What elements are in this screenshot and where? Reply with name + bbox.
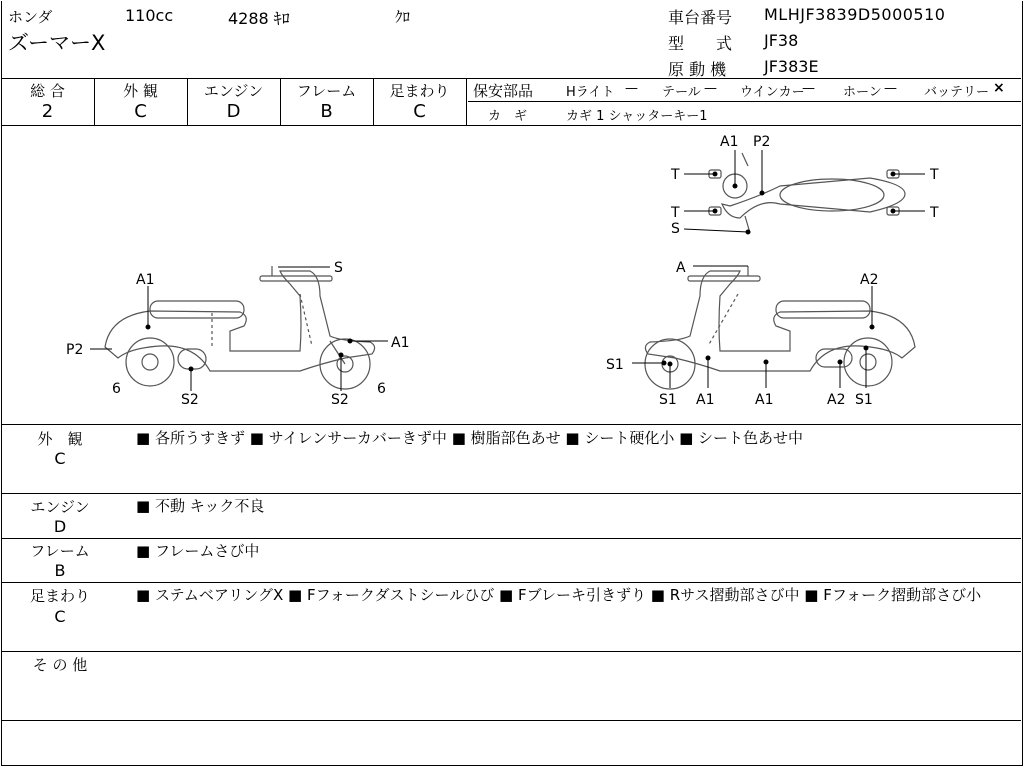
grade-label-frame: フレーム [296,82,357,100]
left-label-6-rear: 6 [112,381,121,397]
divider [1,538,1021,539]
left-label-p2: P2 [66,342,84,358]
divider [1,720,1021,721]
section-frame-grade: B [54,561,66,580]
safety-tail: テール [662,85,701,100]
grade-value-exterior: C [134,101,147,122]
left-label-s2-rear: S2 [181,392,199,408]
section-exterior-grade: C [54,449,66,468]
top-label-t2: T [671,205,680,221]
top-label-t1: T [671,167,680,183]
right-label-s1-rear: S1 [855,392,873,408]
section-frame-notes: ■ フレームさび中 [136,542,260,560]
divider [1,582,1021,583]
engine-label: 原 動 機 [668,60,727,79]
section-other-title: そ の 他 [32,656,88,674]
grade-label-exterior: 外 観 [123,82,158,100]
key-label: カ ギ [488,109,528,124]
left-label-6-front: 6 [377,381,386,397]
safety-tail-status: — [704,81,717,96]
maker: ホンダ [8,8,53,26]
frame-no: MLHJF3839D5000510 [764,5,946,24]
section-exterior-notes: ■ 各所うすきず ■ サイレンサーカバーきず中 ■ 樹脂部色あせ ■ シート硬化小 ■ シート色あせ中 [136,429,804,447]
right-label-s1-front: S1 [606,357,624,373]
safety-winker-status: — [802,81,815,96]
grade-label-engine: エンジン [203,82,264,100]
safety-horn: ホーン [843,85,882,100]
left-label-a1-front: A1 [391,335,410,351]
color: ｸﾛ [395,8,411,26]
section-suspension-notes: ■ ステムベアリングX ■ Fフォークダストシールひび ■ Fブレーキ引きずり ■ Rサス摺動部さび中 ■ Fフォーク摺動部さび小 [136,586,982,604]
key-value: カギ 1 シャッターキー1 [566,109,708,124]
grade-value-frame: B [320,101,333,122]
safety-label: 保安部品 [473,82,534,100]
top-label-p2: P2 [753,134,771,150]
grade-value-suspension: C [413,101,426,122]
right-label-a1-body: A1 [755,392,774,408]
safety-headlight-status: — [625,81,638,96]
top-label-t3: T [930,167,939,183]
divider [1,493,1021,494]
damage-diagram [0,126,1022,424]
scooter-top-view [709,153,905,233]
left-label-s: S [334,260,343,276]
section-exterior-title: 外 観 [37,430,83,448]
right-label-a2-rear: A2 [827,392,846,408]
frame-no-label: 車台番号 [668,8,733,27]
divider [468,101,1021,102]
left-label-s2-front: S2 [331,392,349,408]
section-suspension-title: 足まわり [29,587,90,605]
section-frame-title: フレーム [30,542,90,560]
right-label-a: A [676,260,686,276]
top-label-s: S [671,221,680,237]
displacement: 110cc [125,6,174,25]
mileage: 4288 ｷﾛ [228,9,290,28]
model-name: ズーマーX [8,31,106,55]
top-label-a1: A1 [720,134,739,150]
top-label-t4: T [930,205,939,221]
divider [1,78,1021,79]
right-label-a2: A2 [860,272,879,288]
grade-value-engine: D [226,101,241,122]
engine-value: JF383E [764,57,819,76]
divider [466,78,467,125]
grade-label-suspension: 足まわり [389,82,450,100]
right-label-a1: A1 [696,392,715,408]
safety-headlight: Hライト [566,85,615,100]
type-label: 型 式 [668,34,733,53]
safety-winker: ウインカー [740,85,805,100]
section-suspension-grade: C [54,607,66,626]
right-label-s1: S1 [659,392,677,408]
grade-value-overall: 2 [41,101,54,122]
divider [1,651,1021,652]
section-engine-title: エンジン [30,498,90,516]
section-engine-notes: ■ 不動 キック不良 [136,497,265,515]
safety-battery: バッテリー [924,85,990,100]
divider [1,424,1021,425]
type-value: JF38 [764,31,799,50]
section-engine-grade: D [53,517,67,536]
grade-label-overall: 総 合 [30,82,65,100]
left-label-a1: A1 [136,272,155,288]
safety-battery-status: × [993,80,1005,96]
safety-horn-status: — [884,81,897,96]
